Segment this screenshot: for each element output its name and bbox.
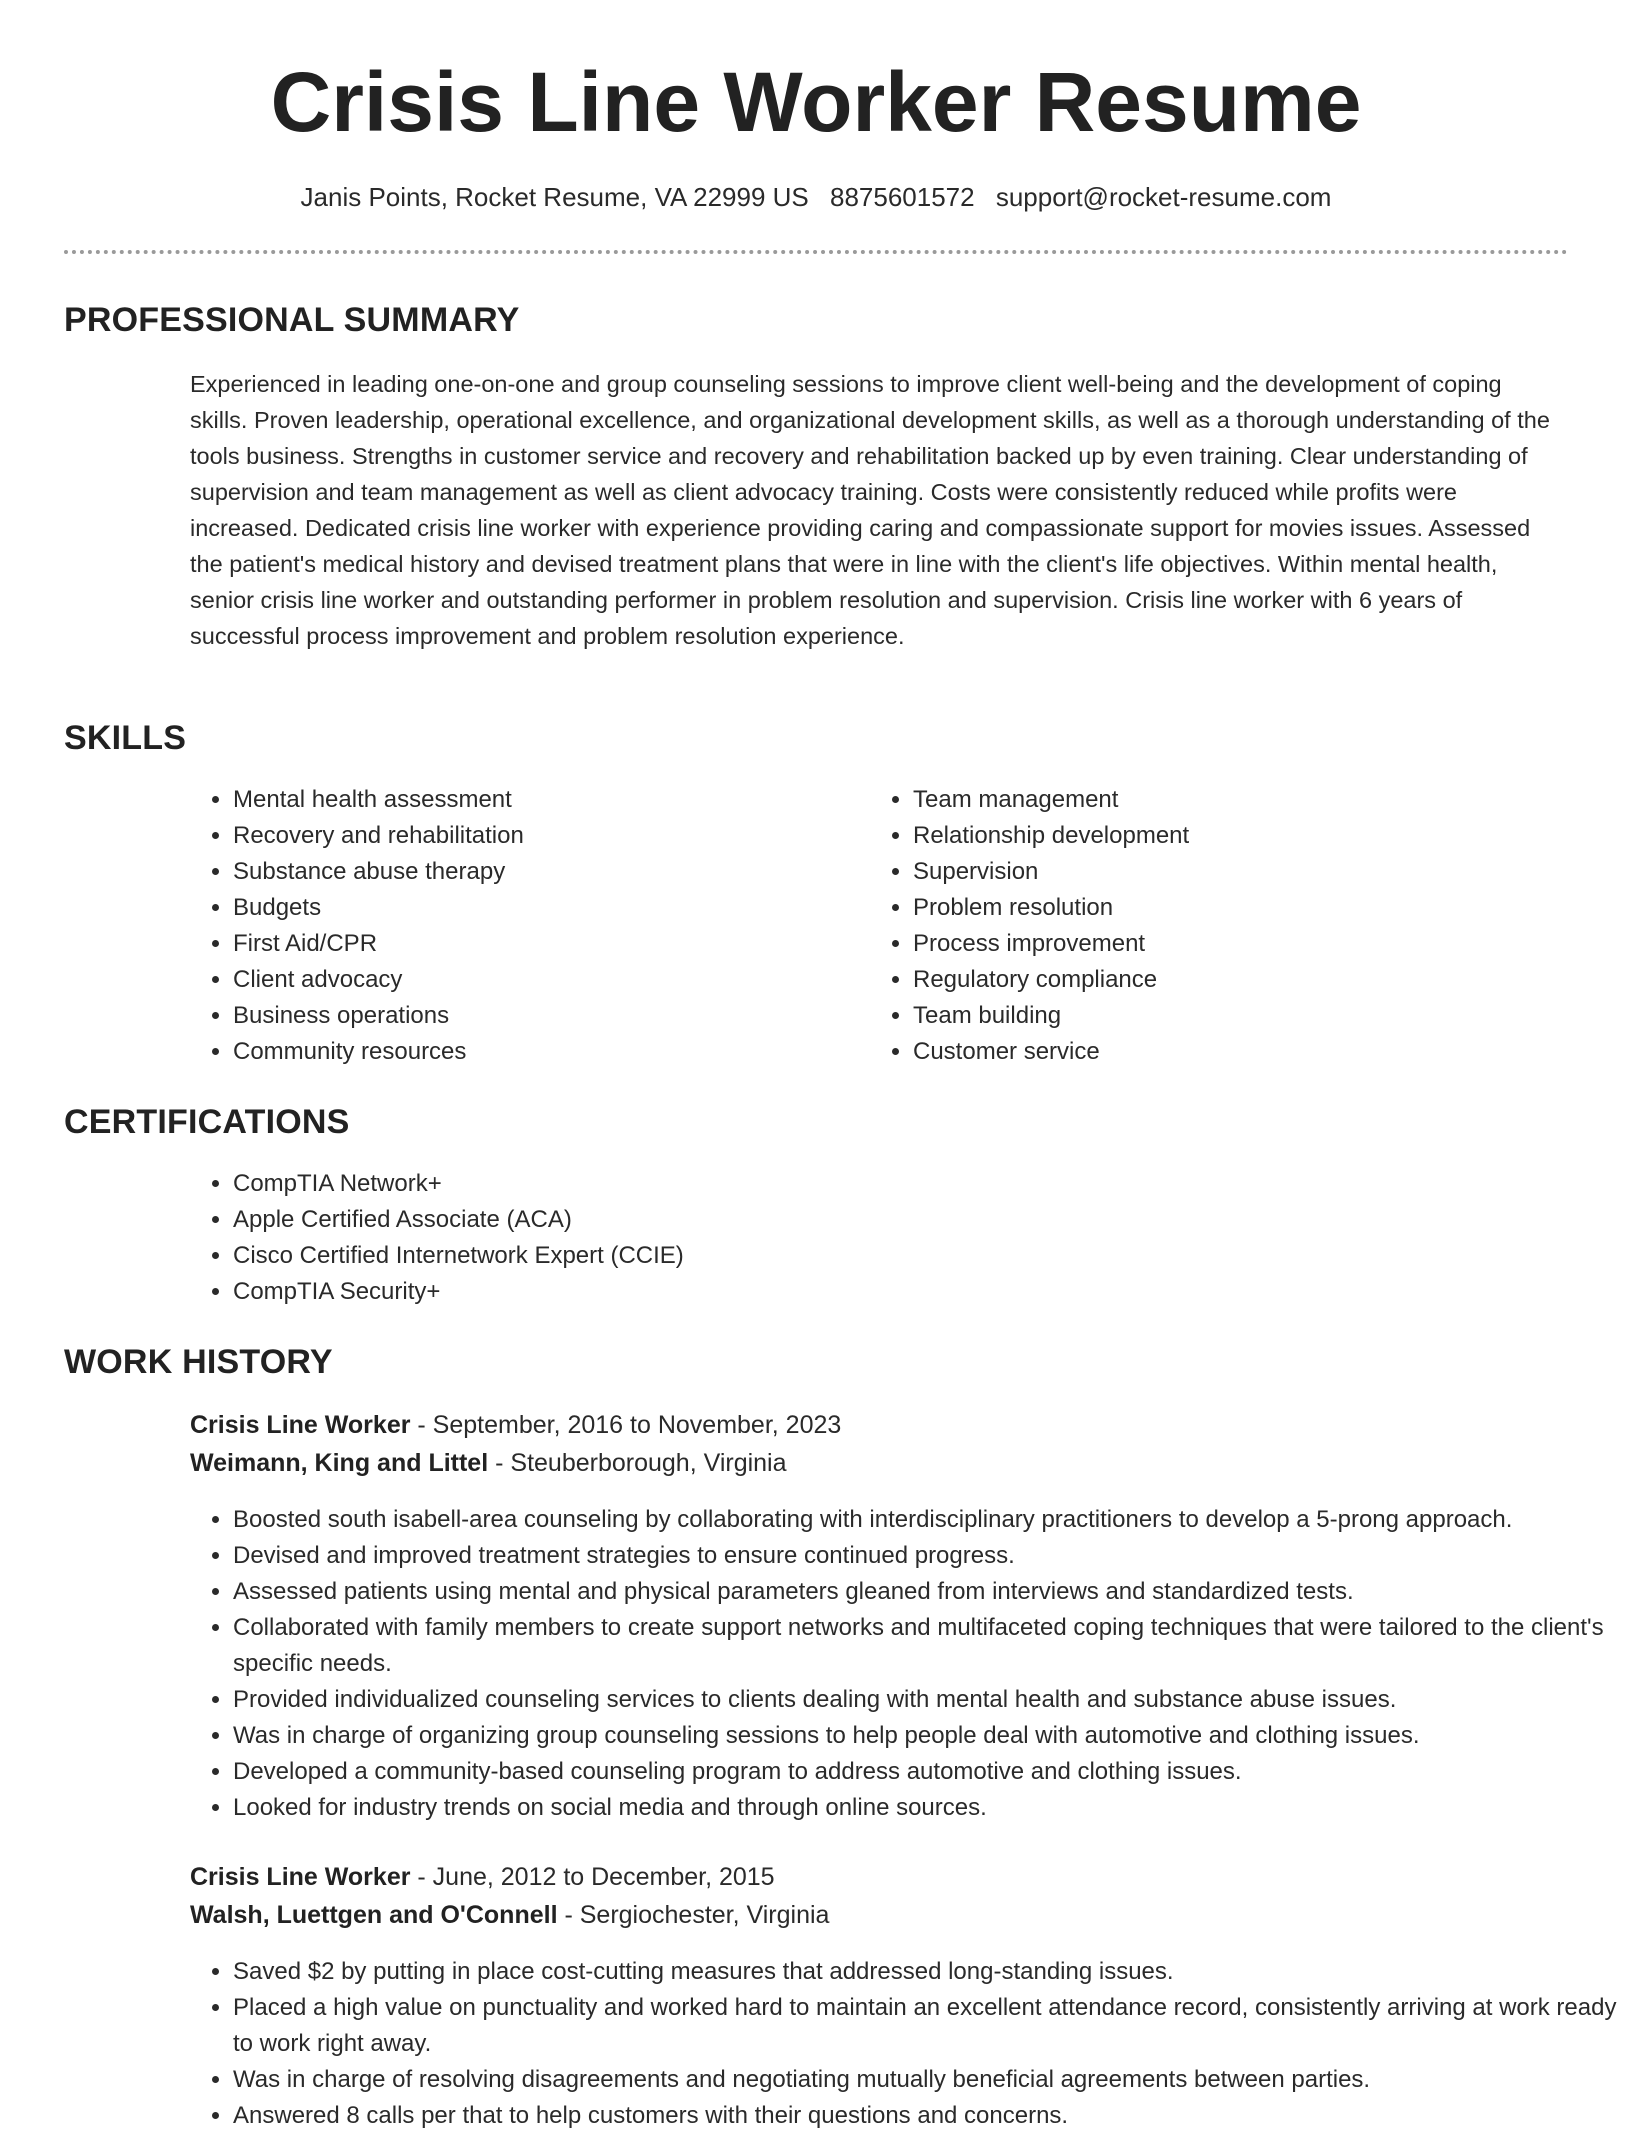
job-location: - Sergiochester, Virginia	[557, 1901, 830, 1929]
job-dates: - June, 2012 to December, 2015	[410, 1863, 775, 1891]
list-item: • CompTIA Network+	[233, 1166, 1533, 1202]
list-item: • Was in charge of resolving disagreements and negotiating mutually beneficial agreements between parties.	[233, 2062, 1623, 2098]
certifications-heading: CERTIFICATIONS	[64, 1103, 350, 1141]
job-company: Walsh, Luettgen and O'Connell	[190, 1901, 558, 1929]
job-title: Crisis Line Worker	[190, 1411, 411, 1439]
job-bullets	[190, 1502, 1623, 1826]
list-item: • Regulatory compliance	[913, 962, 1553, 998]
list-item: • Assessed patients using mental and physical parameters gleaned from interviews and standardized tests.	[233, 1574, 1623, 1610]
list-item: • Saved $2 by putting in place cost-cutting measures that addressed long-standing issues.	[233, 1954, 1623, 1990]
list-item: • Budgets	[233, 890, 873, 926]
list-item: • CompTIA Security+	[233, 1274, 1533, 1310]
certifications-list	[190, 1166, 1533, 1310]
job-title-line	[190, 1858, 775, 1896]
list-item: • Client advocacy	[233, 962, 873, 998]
list-item: • Devised and improved treatment strategies to ensure continued progress.	[233, 1538, 1623, 1574]
list-item: • Developed a community-based counseling program to address automotive and clothing issues.	[233, 1754, 1623, 1790]
list-item: • Cisco Certified Internetwork Expert (CCIE)	[233, 1238, 1533, 1274]
list-item: • Business operations	[233, 998, 873, 1034]
list-item: • Boosted south isabell-area counseling by collaborating with interdisciplinary practitioners to develop a 5-prong approach.	[233, 1502, 1623, 1538]
list-item: • Substance abuse therapy	[233, 854, 873, 890]
list-item: • First Aid/CPR	[233, 926, 873, 962]
work-history-heading: WORK HISTORY	[64, 1343, 333, 1381]
list-item: • Process improvement	[913, 926, 1553, 962]
job-dates: - September, 2016 to November, 2023	[410, 1411, 842, 1439]
page-title: Crisis Line Worker Resume	[270, 55, 1362, 149]
job-company: Weimann, King and Littel	[190, 1449, 489, 1477]
skills-list-left	[190, 782, 873, 1070]
list-item: • Team building	[913, 998, 1553, 1034]
job-bullets	[190, 1954, 1623, 2134]
list-item: • Relationship development	[913, 818, 1553, 854]
list-item: • Problem resolution	[913, 890, 1553, 926]
contact-line	[0, 180, 1632, 214]
list-item: • Community resources	[233, 1034, 873, 1070]
list-item: • Team management	[913, 782, 1553, 818]
skills-heading: SKILLS	[64, 719, 187, 757]
list-item: • Collaborated with family members to create support networks and multifaceted coping techniques that were tailored to the client's specific needs.	[233, 1610, 1623, 1682]
list-item: • Was in charge of organizing group counseling sessions to help people deal with automotive and clothing issues.	[233, 1718, 1623, 1754]
summary-heading: PROFESSIONAL SUMMARY	[64, 301, 520, 339]
list-item: • Recovery and rehabilitation	[233, 818, 873, 854]
summary-text: Experienced in leading one-on-one and group counseling sessions to improve client well-being and the development of coping skills. Proven leadership, operational excellence, and organizational development skills, as well as a thorough understanding of the tools business. Strengths in customer service and recovery and rehabilitation backed up by even training. Clear understanding of supervision and team management as well as client advocacy training. Costs were consistently reduced while profits were increased. Dedicated crisis line worker with experience providing caring and compassionate support for movies issues. Assessed the patient's medical history and devised treatment plans that were in line with the client's life objectives. Within mental health, senior crisis line worker and outstanding performer in problem resolution and supervision. Crisis line worker with 6 years of successful process improvement and problem resolution experience.	[190, 371, 1550, 649]
skills-list-right	[870, 782, 1553, 1070]
contact-email: support@rocket-resume.com	[995, 182, 1332, 212]
list-item: • Answered 8 calls per that to help customers with their questions and concerns.	[233, 2098, 1623, 2134]
job-title: Crisis Line Worker	[190, 1863, 411, 1891]
list-item: • Provided individualized counseling services to clients dealing with mental health and substance abuse issues.	[233, 1682, 1623, 1718]
job-company-line	[190, 1896, 829, 1934]
list-item: • Apple Certified Associate (ACA)	[233, 1202, 1533, 1238]
list-item: • Supervision	[913, 854, 1553, 890]
job-location: - Steuberborough, Virginia	[488, 1449, 787, 1477]
job-company-line	[190, 1444, 787, 1482]
contact-address: Janis Points, Rocket Resume, VA 22999 US	[300, 182, 809, 212]
list-item: • Customer service	[913, 1034, 1553, 1070]
list-item: • Mental health assessment	[233, 782, 873, 818]
list-item: • Placed a high value on punctuality and worked hard to maintain an excellent attendance record, consistently arriving at work ready to work right away.	[233, 1990, 1623, 2062]
contact-phone: 8875601572	[829, 182, 975, 212]
job-title-line	[190, 1406, 841, 1444]
list-item: • Looked for industry trends on social media and through online sources.	[233, 1790, 1623, 1826]
header-divider	[64, 250, 1568, 254]
